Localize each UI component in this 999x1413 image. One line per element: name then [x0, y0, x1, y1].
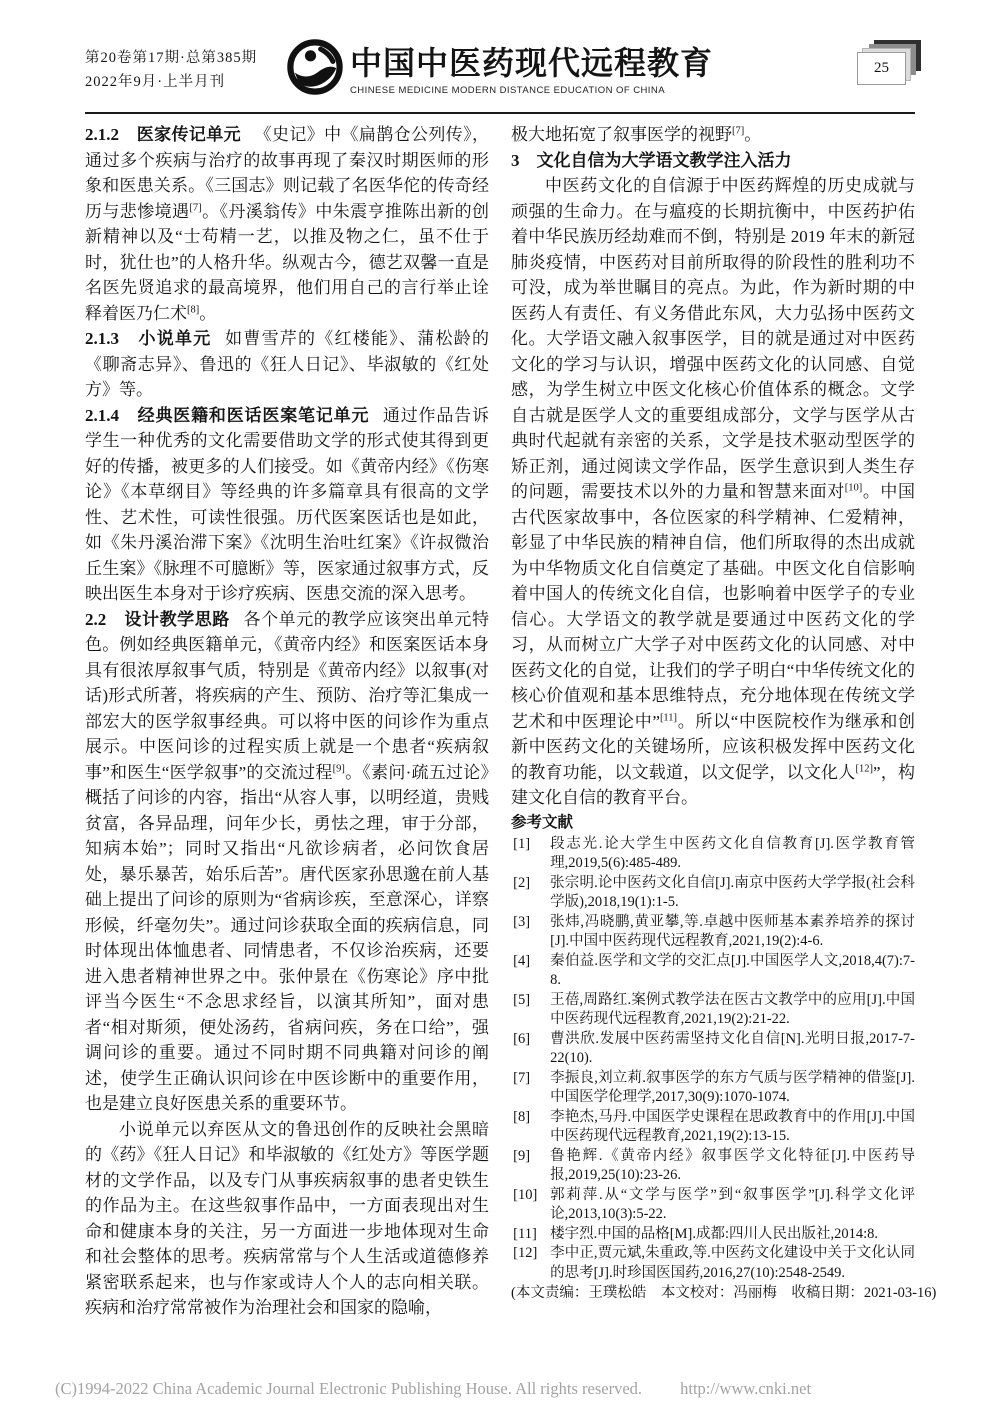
reference-text: 王蓓,周路红.案例式教学法在医古文教学中的应用[J].中国中医药现代远程教育,2021,19(2):21-22. — [550, 991, 915, 1027]
reference-item — [511, 1030, 915, 1069]
copyright-text: (C)1994-2022 China Academic Journal Electronic Publishing House. All rights reserved. — [55, 1379, 643, 1398]
journal-title-cn: 中国中医药现代远程教育 — [349, 45, 714, 81]
reference-text: 曹洪欣.发展中医药需坚持文化自信[N].光明日报,2017-7-22(10). — [550, 1030, 915, 1066]
page-number: 25 — [874, 60, 889, 76]
reference-number: [4] — [513, 952, 531, 969]
section-heading: 3 文化自信为大学语文教学注入活力 — [511, 150, 792, 170]
journal-brand — [287, 38, 713, 96]
reference-item — [511, 1108, 915, 1147]
reference-item — [511, 1147, 915, 1186]
reference-number: [9] — [513, 1147, 531, 1164]
section-run-in-heading: 2.1.4 经典医籍和医话医案笔记单元 — [85, 405, 370, 425]
badge-card-front — [857, 52, 906, 85]
page-footer — [55, 1379, 945, 1399]
section-run-in-heading: 2.1.2 医家传记单元 — [85, 125, 242, 144]
reference-text: 李艳杰,马丹.中国医学史课程在思政教育中的作用[J].中国中医药现代远程教育,2021,19(2):13-15. — [550, 1108, 915, 1144]
references-heading: 参考文献 — [511, 813, 574, 831]
citation-marker: [7] — [732, 125, 745, 137]
reference-number: [5] — [513, 991, 531, 1008]
paragraph: 中医药文化的自信源于中医药辉煌的历史成就与顽强的生命力。在与瘟疫的长期抗衡中，中医药护佑着中华民族历经劫难而不倒，特别是 2019 年末的新冠肺炎疫情，中医药对目前所取得的阶段性的胜利功不可没，成为举世瞩目的亮点。为此，作为新时期的中医药人有责任、有义务借此东风，大力弘扬中医药文化。大学语文融入叙事医学，目的就是通过对中医药文化的学习与认识，增强中医药文化的认同感、自觉感，为学生树立中医文化核心价值体系的概念。文学自古就是医学人文的重要组成部分，文学与医学从古典时代起就有亲密的关系，文学是技术驱动型医学的矫正剂，通过阅读文学作品，医学生意识到人类生存的问题，需要技术以外的力量和智慧来面对[10]。中国古代医家故事中，各位医家的科学精神、仁爱精神，彰显了中华民族的精神自信，他们所取得的杰出成就为中华物质文化自信奠定了基础。中医文化自信影响着中国人的传统文化自信，也影响着中医学子的专业信心。大学语文的教学就是要通过中医药文化的学习，从而树立广大学子对中医药文化的认同感、对中医药文化的自觉，让我们的学子明白“中华传统文化的核心价值观和基本思维特点，充分地体现在传统文学艺术和中医理论中”[11]。所以“中医院校作为继承和创新中医药文化的关键场所，应该积极发挥中医药文化的教育功能，以文载道，以文促学，以文化人[12]”，构建文化自信的教育平台。 — [511, 176, 916, 807]
cnki-url: http://www.cnki.net — [680, 1379, 812, 1398]
page-number-badge — [855, 40, 921, 90]
reference-text: 李振良,刘立莉.叙事医学的东方气质与医学精神的借鉴[J].中国医学伦理学,2017,30(9):1070-1074. — [550, 1069, 915, 1105]
paragraph: 2.1.4 经典医籍和医话医案笔记单元 通过作品告诉学生一种优秀的文化需要借助文学的形式使其得到更好的传播，被更多的人们接受。如《黄帝内经》《伤寒论》《本草纲目》等经典的许多篇章具有很高的文学性、艺术性，可读性很强。历代医案医话也是如此，如《朱丹溪治滞下案》《沈明生治吐红案》《许叔微治丘生案》《脉理不可臆断》等，医家通过叙事方式，反映出医生本身对于诊疗疾病、医患交流的深入思考。 — [85, 405, 490, 603]
reference-item — [511, 874, 915, 913]
reference-text: 楼宇烈.中国的品格[M].成都:四川人民出版社,2014:8. — [550, 1225, 878, 1242]
paragraph: 2.1.3 小说单元 如曹雪芹的《红楼能》、蒲松龄的《聊斋志异》、鲁迅的《狂人日记》、毕淑敏的《红处方》等。 — [85, 329, 490, 399]
citation-marker: [10] — [844, 482, 863, 494]
header-divider — [85, 112, 915, 114]
reference-number: [2] — [513, 874, 531, 891]
citation-marker: [11] — [659, 711, 678, 723]
reference-number: [12] — [513, 1245, 538, 1261]
reference-text: 段志光.论大学生中医药文化自信教育[J].医学教育管理,2019,5(6):485-489. — [550, 835, 915, 871]
volume-line: 第20卷第17期·总第385期 — [85, 50, 258, 66]
issue-line: 2022年9月·上半月刊 — [85, 74, 226, 90]
journal-logo-icon — [287, 39, 343, 95]
right-column — [511, 122, 937, 1321]
reference-item — [511, 1186, 915, 1225]
reference-item — [511, 1069, 915, 1108]
reference-text: 李中正,贾元斌,朱重政,等.中医药文化建设中关于文化认同的思考[J].时珍国医国药,2016,27(10):2548-2549. — [550, 1245, 915, 1281]
reference-item — [511, 952, 915, 991]
reference-text: 秦伯益.医学和文学的交汇点[J].中国医学人文,2018,4(7):7-8. — [550, 952, 915, 988]
citation-marker: [9] — [332, 762, 345, 774]
page-header — [85, 38, 915, 110]
issue-info — [85, 46, 257, 94]
paragraph: 极大地拓宽了叙事医学的视野[7]。 — [511, 125, 762, 144]
reference-number: [11] — [513, 1225, 537, 1242]
reference-item — [511, 835, 915, 874]
reference-text: 鲁艳辉.《黄帝内经》叙事医学文化特征[J].中医药导报,2019,25(10):23-26. — [550, 1147, 915, 1183]
editor-note: (本文责编：王璞松皓 本文校对：冯丽梅 收稿日期：2021-03-16) — [511, 1285, 937, 1301]
journal-title-block — [350, 38, 713, 96]
reference-item — [511, 1225, 915, 1245]
citation-marker: [12] — [855, 762, 874, 774]
reference-item — [511, 991, 915, 1030]
paragraph: 2.1.2 医家传记单元 《史记》中《扁鹊仓公列传》，通过多个疾病与治疗的故事再现了秦汉时期医师的形象和医患关系。《三国志》则记载了名医华佗的传奇经历与悲惨境遇[7]。《丹溪翁传》中朱震亨推陈出新的创新精神以及“士苟精一艺，以推及物之仁，虽不仕于时，犹仕也”的人格升华。纵观古今，德艺双馨一直是名医先贤追求的最高境界，他们用自己的言行举止诠释着医乃仁术[8]。 — [85, 125, 490, 323]
journal-title-en: CHINESE MEDICINE MODERN DISTANCE EDUCATION OF CHINA — [349, 85, 666, 96]
reference-number: [10] — [513, 1186, 538, 1203]
reference-number: [8] — [513, 1108, 531, 1125]
paragraph: 小说单元以弃医从文的鲁迅创作的反映社会黑暗的《药》《狂人日记》和毕淑敏的《红处方》等医学题材的文学作品，以及专门从事疾病叙事的患者史铁生的作品为主。在这些叙事作品中，一方面表现出对生命和健康本身的关注，另一方面进一步地体现对生命和社会整体的思考。疾病常常与个人生活或道德修养紧密联系起来，也与作家或诗人个人的志向相关联。疾病和治疗常常被作为治理社会和国家的隐喻， — [85, 1119, 489, 1317]
section-run-in-heading: 2.1.3 小说单元 — [85, 329, 212, 348]
reference-item — [511, 1244, 915, 1283]
reference-item — [511, 913, 915, 952]
citation-marker: [7] — [189, 201, 202, 213]
reference-number: [6] — [513, 1030, 531, 1047]
reference-number: [3] — [513, 913, 531, 930]
reference-text: 张炜,冯晓鹏,黄亚攀,等.卓越中医师基本素养培养的探讨[J].中国中医药现代远程教育,2021,19(2):4-6. — [550, 913, 915, 949]
article-body — [85, 122, 937, 1321]
section-run-in-heading: 2.2 设计教学思路 — [85, 609, 230, 629]
reference-number: [1] — [513, 835, 531, 852]
reference-text: 张宗明.论中医药文化自信[J].南京中医药大学学报(社会科学版),2018,19(1):1-5. — [550, 874, 915, 910]
reference-text: 郭莉萍.从“文学与医学”到“叙事医学”[J].科学文化评论,2013,10(3):5-22. — [550, 1186, 915, 1222]
paragraph: 2.2 设计教学思路 各个单元的教学应该突出单元特色。例如经典医籍单元，《黄帝内经》和医案医话本身具有很浓厚叙事气质，特别是《黄帝内经》以叙事(对话)形式所著，将疾病的产生、预防、治疗等汇集成一部宏大的医学叙事经典。可以将中医的问诊作为重点展示。中医问诊的过程实质上就是一个患者“疾病叙事”和医生“医学叙事”的交流过程[9]。《素问·疏五过论》概括了问诊的内容，指出“从容人事，以明经道，贵贱贫富，各异品理，问年少长，勇怯之理，审于分部，知病本始”；同时又指出“凡欲诊病者，必问饮食居处，暴乐暴苦，始乐后苦”。唐代医家孙思邈在前人基础上提出了问诊的原则为“省病诊疾，至意深心，详察形候，纤毫勿失”。通过问诊获取全面的疾病信息，同时体现出体恤患者、同情患者，不仅诊治疾病，还要进入患者精神世界之中。张仲景在《伤寒论》序中批评当今医生“不念思求经旨，以演其所知”，面对患者“相对斯须，便处汤药，省病问疾，务在口给”，强调问诊的重要。通过不同时期不同典籍对问诊的阐述，使学生正确认识问诊在中医诊断中的重要作用，也是建立良好医患关系的重要环节。 — [85, 609, 490, 1113]
left-column — [85, 122, 489, 1321]
reference-number: [7] — [513, 1069, 531, 1086]
citation-marker: [8] — [187, 303, 200, 315]
